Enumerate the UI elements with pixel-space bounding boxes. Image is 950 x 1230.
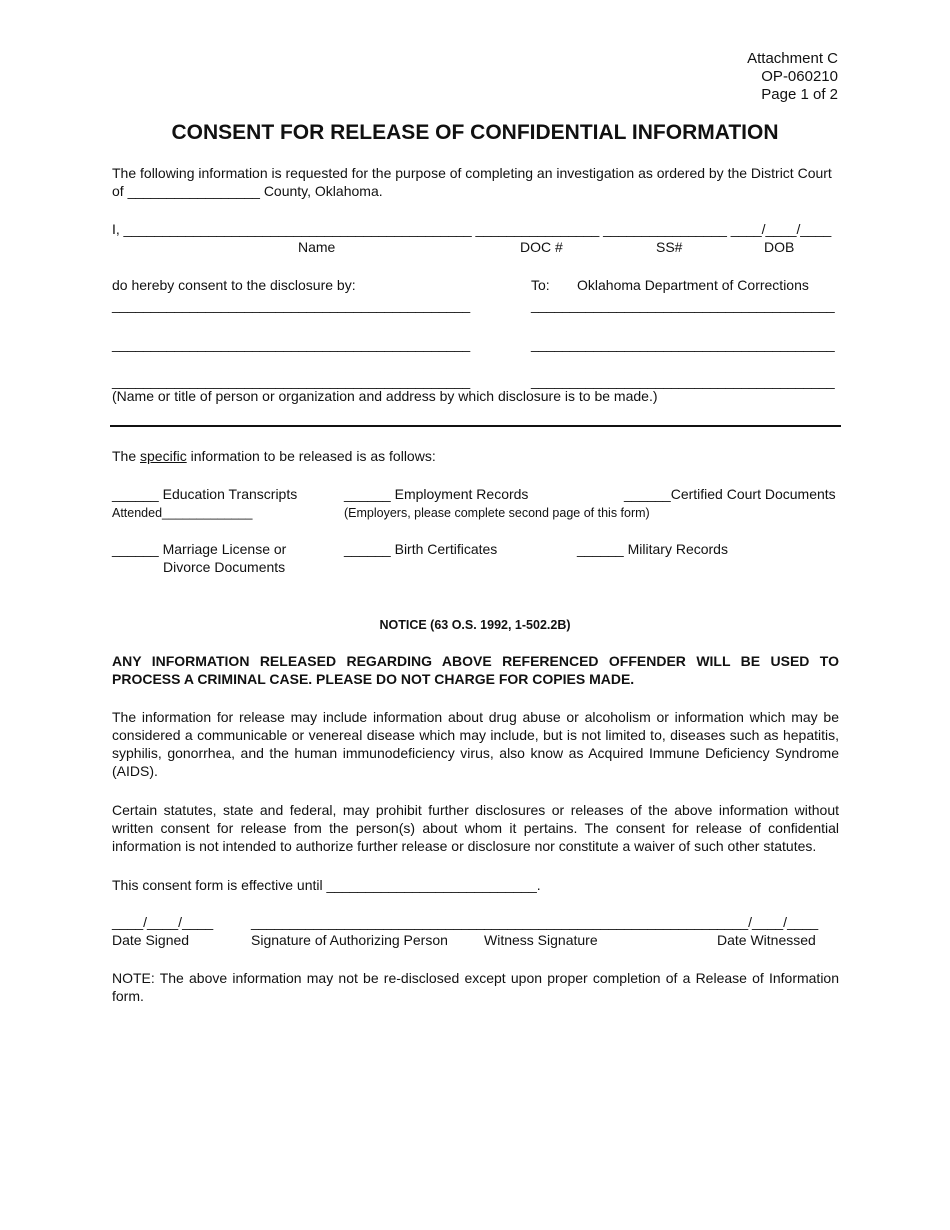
- witness-label: Witness Signature: [484, 932, 598, 948]
- birth-certificates-option: ______ Birth Certificates: [344, 541, 498, 557]
- document-title: CONSENT FOR RELEASE OF CONFIDENTIAL INFORMATION: [171, 121, 779, 144]
- disclosure-left-blank: ______________________________________________: [112, 336, 471, 352]
- date-signed-blank: ____/____/____: [112, 914, 214, 930]
- effective-until: This consent form is effective until ___________________________.: [112, 877, 541, 893]
- signature-label: Signature of Authorizing Person: [251, 932, 448, 948]
- disclosure-left-blank: ______________________________________________: [112, 297, 471, 313]
- section-divider: [110, 425, 841, 427]
- date-witnessed-blank: ____/____/____: [717, 914, 819, 930]
- notice-heading: NOTICE (63 O.S. 1992, 1-502.2B): [379, 618, 571, 632]
- notice-paragraph-1: The information for release may include information about drug abuse or alcoholism or information which may be considered a communicable or venereal disease which may include, but is not limited to, diseases such as hepatitis, syphilis, gonorrhea, and the human immunodeficiency virus, also know as Acquired Immune Deficiency Syndrome (AIDS).: [112, 709, 839, 779]
- doc-label: DOC #: [520, 239, 563, 255]
- specific-heading: [112, 447, 436, 465]
- marriage-license-option: ______ Marriage License or: [112, 541, 287, 557]
- signature-blank: ______________________________: [251, 914, 485, 930]
- date-signed-label: Date Signed: [112, 932, 190, 948]
- disclosure-right-blank: _______________________________________: [531, 336, 835, 352]
- intro-line-2: of _________________ County, Oklahoma.: [112, 183, 383, 199]
- court-documents-option: ______Certified Court Documents: [624, 486, 836, 502]
- specific-underlined: specific: [140, 448, 187, 464]
- disclosure-right-blank: _______________________________________: [531, 373, 835, 389]
- education-transcripts-option: ______ Education Transcripts: [112, 486, 298, 502]
- consent-text: do hereby consent to the disclosure by:: [112, 277, 356, 293]
- name-label: Name: [298, 239, 336, 255]
- identity-fill-line: I, _____________________________________________ ________________ ________________ ____/____/____: [112, 221, 832, 237]
- op-number: OP-060210: [761, 68, 838, 85]
- ss-label: SS#: [656, 239, 683, 255]
- intro-line-1: The following information is requested for the purpose of completing an investigation as ordered by the District Court: [112, 165, 832, 181]
- divorce-documents-label: Divorce Documents: [163, 559, 286, 575]
- attended-field: Attended_____________: [112, 506, 253, 520]
- notice-bold-text: ANY INFORMATION RELEASED REGARDING ABOVE REFERENCED OFFENDER WILL BE USED TO PROCESS A CRIMINAL CASE. PLEASE DO NOT CHARGE FOR COPIES MADE.: [112, 653, 839, 687]
- employment-records-option: ______ Employment Records: [344, 486, 529, 502]
- dob-label: DOB: [764, 239, 795, 255]
- disclosure-right-blank: _______________________________________: [531, 297, 835, 313]
- to-label: To:: [531, 277, 550, 293]
- page-number: Page 1 of 2: [761, 86, 838, 103]
- attachment-label: Attachment C: [747, 50, 838, 67]
- date-witnessed-label: Date Witnessed: [717, 932, 816, 948]
- specific-suffix: information to be released is as follows:: [186, 448, 436, 464]
- military-records-option: ______ Military Records: [577, 541, 728, 557]
- specific-prefix: The: [112, 448, 141, 464]
- disclosure-caption: (Name or title of person or organization and address by which disclosure is to be made.): [112, 388, 658, 404]
- witness-signature-blank: ______________________________: [484, 914, 718, 930]
- to-value: Oklahoma Department of Corrections: [577, 277, 809, 293]
- disclosure-left-blank: ______________________________________________: [112, 373, 471, 389]
- employers-note: (Employers, please complete second page of this form): [344, 506, 650, 520]
- notice-paragraph-2: Certain statutes, state and federal, may prohibit further disclosures or releases of the above information without written consent for release from the person(s) about whom it pertains. The consent for release of confidential information is not intended to authorize further release or disclosure nor constitute a waiver of such other statutes.: [112, 802, 839, 854]
- redisclosure-note: NOTE: The above information may not be re-disclosed except upon proper completion of a Release of Information form.: [112, 970, 839, 1004]
